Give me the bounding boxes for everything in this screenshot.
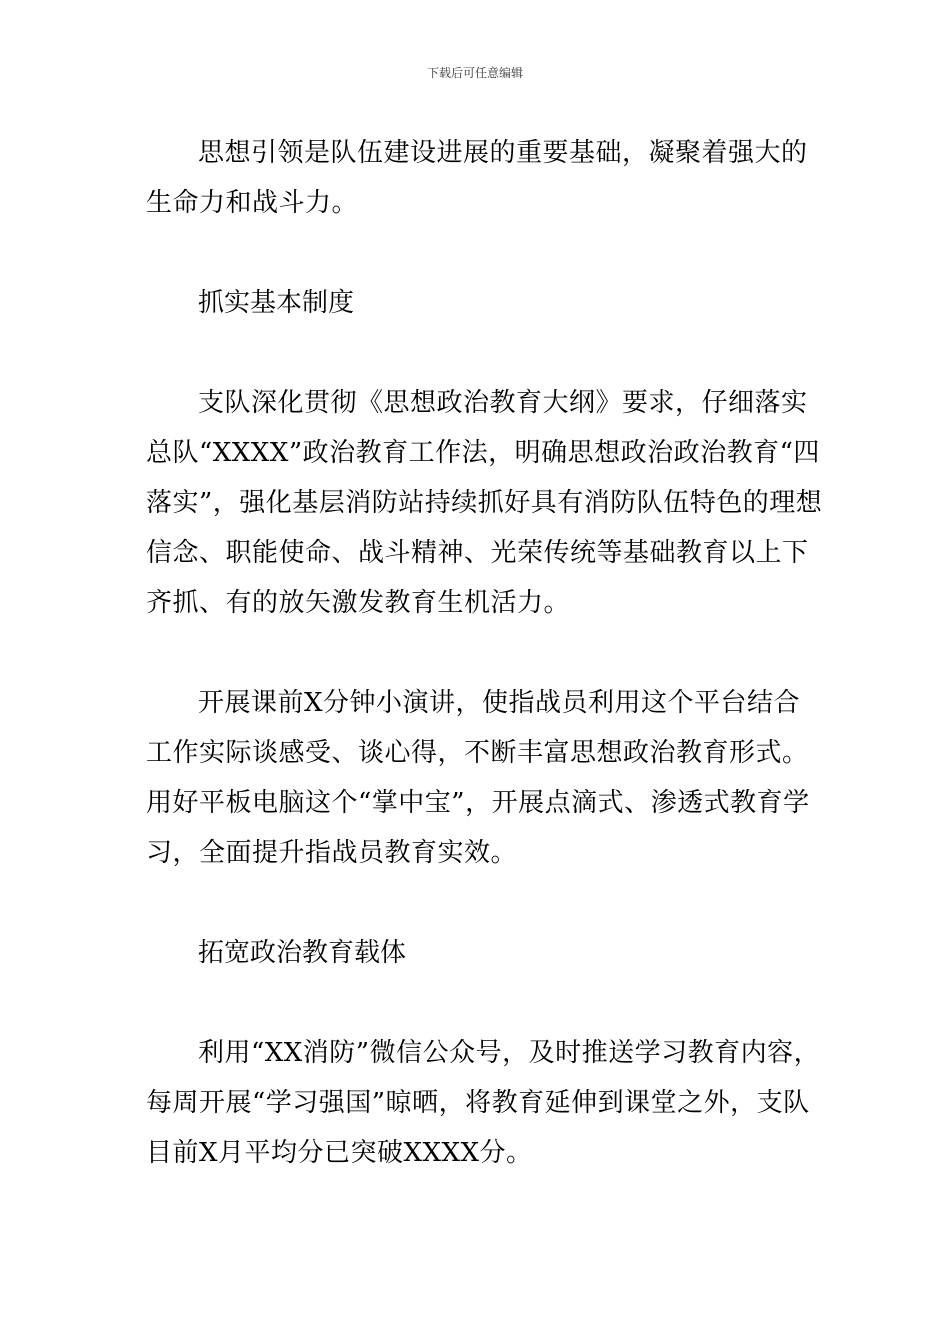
- spacer: [146, 878, 826, 928]
- spacer: [146, 228, 826, 278]
- spacer: [146, 628, 826, 678]
- spacer: [146, 328, 826, 378]
- paragraph-3: 开展课前X分钟小演讲，使指战员利用这个平台结合工作实际谈感受、谈心得，不断丰富思想政治教育形式。用好平板电脑这个“掌中宝”，开展点滴式、渗透式教育学习，全面提升指战员教育实效。: [146, 688, 810, 868]
- section-heading-1: 抓实基本制度: [198, 288, 355, 318]
- page-header: 下载后可任意编辑: [426, 66, 523, 80]
- section-heading-2: 拓宽政治教育载体: [198, 938, 407, 968]
- spacer: [146, 978, 826, 1028]
- paragraph-4: 利用“XX消防”微信公众号，及时推送学习教育内容，每周开展“学习强国”晾晒，将教育延伸到课堂之外，支队目前X月平均分已突破XXXX分。: [146, 1038, 821, 1168]
- paragraph-2: 支队深化贯彻《思想政治教育大纲》要求，仔细落实总队“XXXX”政治教育工作法，明确思想政治政治教育“四落实”，强化基层消防站持续抓好具有消防队伍特色的理想信念、职能使命、战斗精神、光荣传统等基础教育以上下齐抓、有的放矢激发教育生机活力。: [146, 388, 823, 618]
- document-body: [146, 128, 826, 1178]
- paragraph-1: 思想引领是队伍建设进展的重要基础，凝聚着强大的生命力和战斗力。: [146, 138, 808, 218]
